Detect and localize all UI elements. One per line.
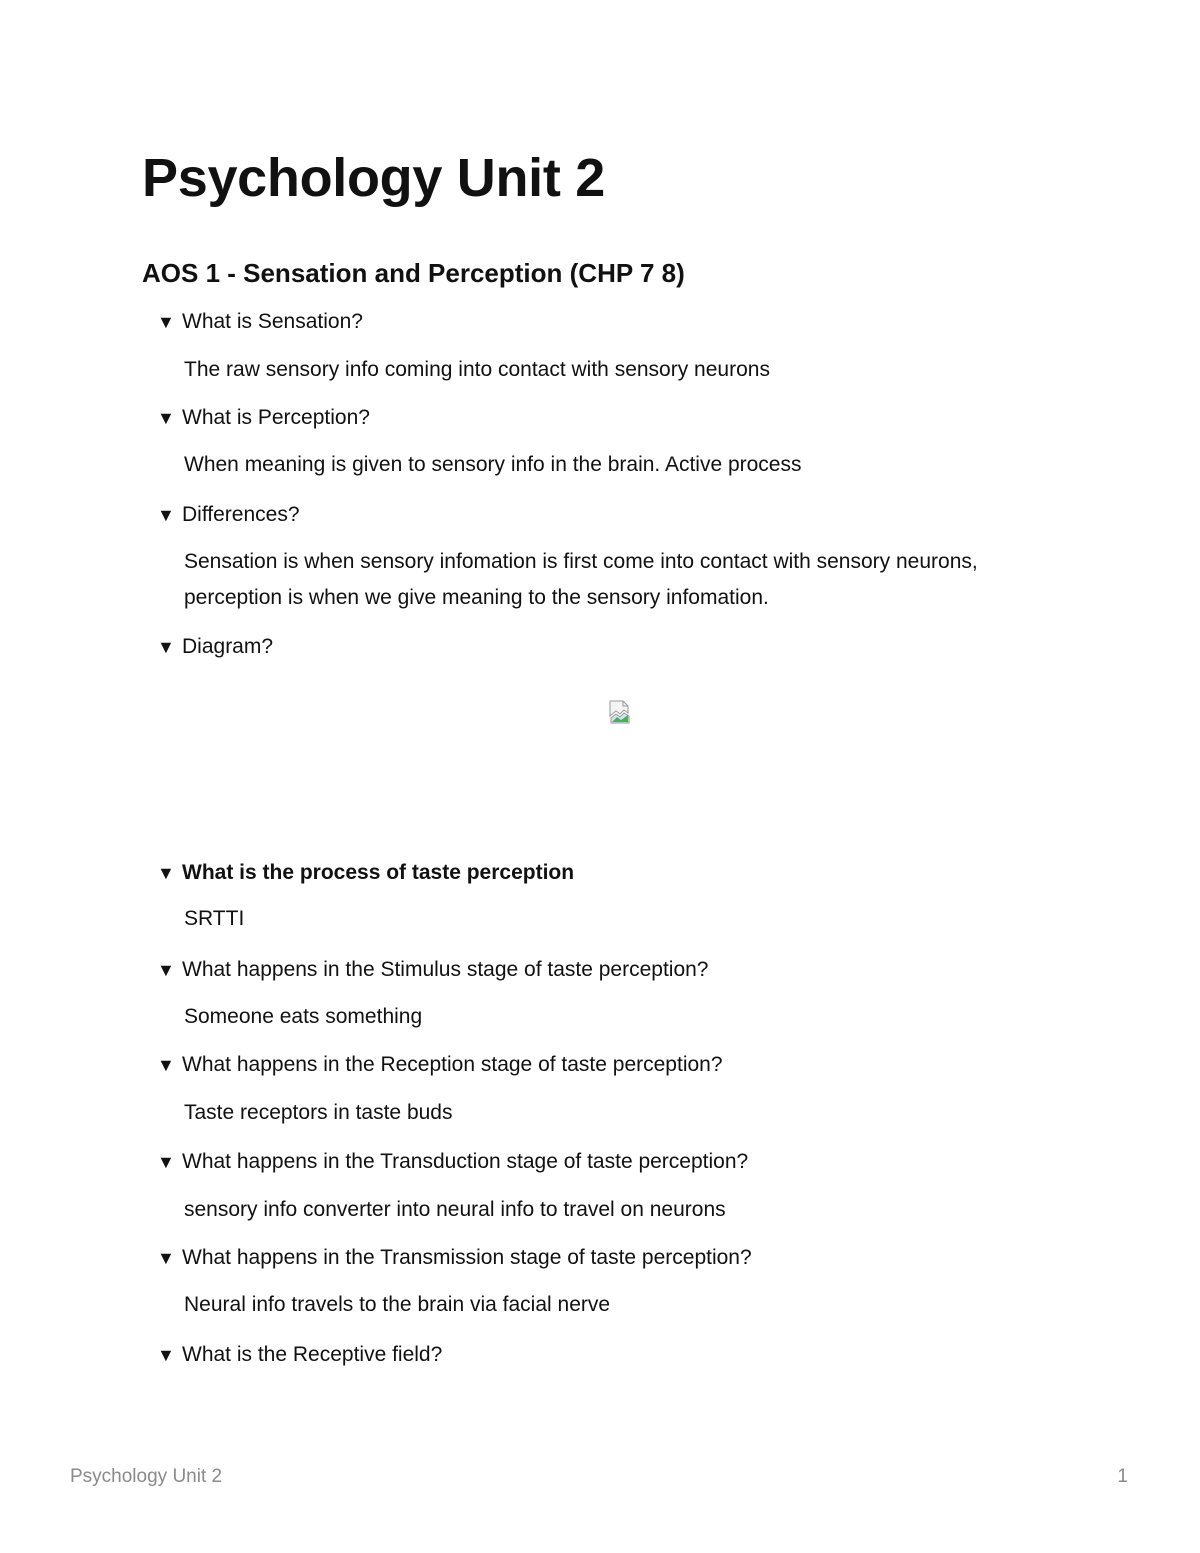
triangle-down-icon[interactable]: ▼ bbox=[157, 312, 175, 332]
toggle-block-transmission bbox=[157, 1243, 1057, 1273]
toggle-block-sensation bbox=[157, 307, 1057, 337]
footer-page-number: 1 bbox=[1117, 1466, 1128, 1487]
toggle-header[interactable] bbox=[157, 1050, 1057, 1080]
toggle-question: What happens in the Stimulus stage of taste perception? bbox=[182, 958, 709, 981]
toggle-question: What is the process of taste perception bbox=[182, 861, 575, 884]
toggle-question: What happens in the Reception stage of taste perception? bbox=[182, 1053, 723, 1076]
triangle-down-icon[interactable]: ▼ bbox=[157, 1345, 175, 1365]
toggle-question: Differences? bbox=[182, 503, 300, 526]
toggle-block-taste-process bbox=[157, 858, 1057, 888]
toggle-answer: Taste receptors in taste buds bbox=[184, 1101, 453, 1124]
triangle-down-icon[interactable]: ▼ bbox=[157, 408, 175, 428]
triangle-down-icon[interactable]: ▼ bbox=[157, 1152, 175, 1172]
toggle-header[interactable] bbox=[157, 403, 1057, 433]
toggle-question: What is Sensation? bbox=[182, 310, 363, 333]
toggle-block-diagram bbox=[157, 632, 1057, 662]
toggle-header[interactable] bbox=[157, 1340, 1057, 1370]
toggle-question: What is the Receptive field? bbox=[182, 1343, 443, 1366]
triangle-down-icon[interactable]: ▼ bbox=[157, 1055, 175, 1075]
triangle-down-icon[interactable]: ▼ bbox=[157, 505, 175, 525]
toggle-header[interactable] bbox=[157, 955, 1057, 985]
toggle-question: What happens in the Transduction stage of taste perception? bbox=[182, 1150, 749, 1173]
toggle-question: Diagram? bbox=[182, 635, 274, 658]
toggle-block-perception bbox=[157, 403, 1057, 433]
section-heading: AOS 1 - Sensation and Perception (CHP 7 8) bbox=[142, 258, 685, 288]
toggle-header[interactable] bbox=[157, 632, 1057, 662]
toggle-block-transduction bbox=[157, 1147, 1057, 1177]
footer-title: Psychology Unit 2 bbox=[70, 1466, 223, 1487]
toggle-block-stimulus bbox=[157, 955, 1057, 985]
page-title: Psychology Unit 2 bbox=[142, 148, 605, 208]
triangle-down-icon[interactable]: ▼ bbox=[157, 1248, 175, 1268]
toggle-question: What is Perception? bbox=[182, 406, 370, 429]
toggle-block-receptive-field bbox=[157, 1340, 1057, 1370]
toggle-answer: sensory info converter into neural info to travel on neurons bbox=[184, 1198, 726, 1221]
toggle-header[interactable] bbox=[157, 500, 1057, 530]
triangle-down-icon[interactable]: ▼ bbox=[157, 863, 175, 883]
toggle-header[interactable] bbox=[157, 307, 1057, 337]
toggle-answer: The raw sensory info coming into contact with sensory neurons bbox=[184, 358, 770, 381]
toggle-answer: Someone eats something bbox=[184, 1005, 423, 1028]
toggle-header[interactable] bbox=[157, 858, 1057, 888]
broken-image-icon bbox=[608, 700, 632, 724]
triangle-down-icon[interactable]: ▼ bbox=[157, 960, 175, 980]
toggle-header[interactable] bbox=[157, 1147, 1057, 1177]
toggle-header[interactable] bbox=[157, 1243, 1057, 1273]
toggle-block-differences bbox=[157, 500, 1057, 530]
toggle-answer: When meaning is given to sensory info in the brain. Active process bbox=[184, 453, 802, 476]
triangle-down-icon[interactable]: ▼ bbox=[157, 637, 175, 657]
toggle-answer: SRTTI bbox=[184, 907, 245, 930]
toggle-question: What happens in the Transmission stage of taste perception? bbox=[182, 1246, 752, 1269]
toggle-block-reception bbox=[157, 1050, 1057, 1080]
toggle-answer: Neural info travels to the brain via facial nerve bbox=[184, 1293, 611, 1316]
toggle-answer: Sensation is when sensory infomation is first come into contact with sensory neurons, perception is when we give meaning to the sensory infomation. bbox=[184, 550, 978, 609]
